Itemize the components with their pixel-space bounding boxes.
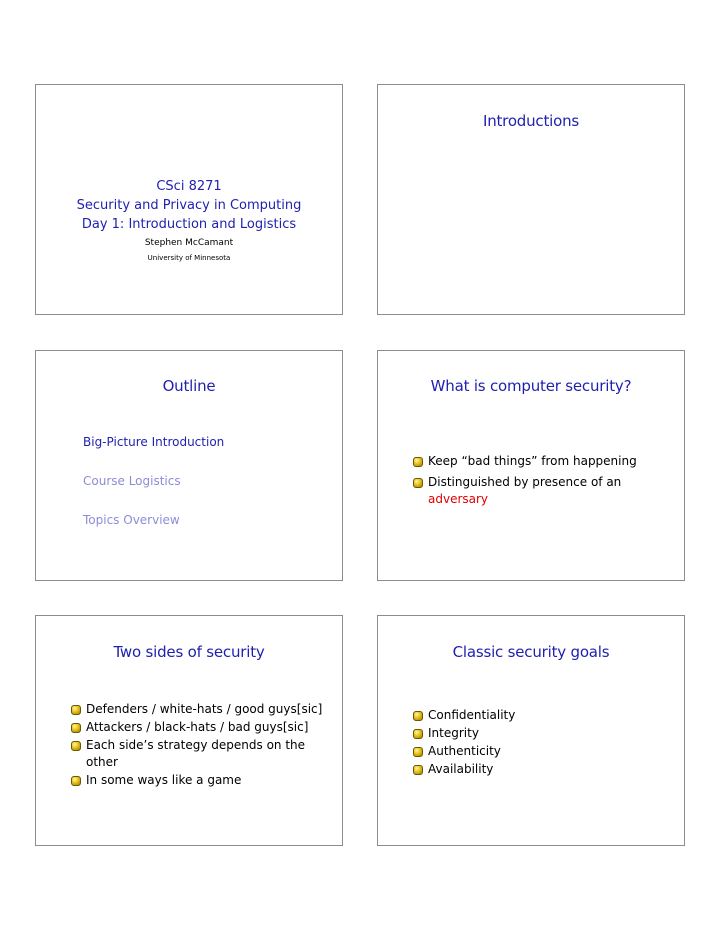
gold-bullet-icon: [71, 705, 81, 715]
bullet-item: Distinguished by presence of an adversary: [413, 474, 637, 508]
bullet-item: Availability: [413, 761, 515, 778]
gold-bullet-icon: [413, 765, 423, 775]
bullet-item: Integrity: [413, 725, 515, 742]
gold-bullet-icon: [413, 747, 423, 757]
outline-item-logistics: Course Logistics: [83, 474, 181, 488]
bullet-item: Confidentiality: [413, 707, 515, 724]
slide-heading: Two sides of security: [113, 643, 265, 661]
title-block: [36, 177, 342, 262]
slide-heading: Introductions: [482, 112, 580, 130]
slide-outline: [35, 350, 343, 581]
bullet-list: [413, 707, 515, 779]
slide-title: [35, 84, 343, 315]
course-name: Security and Privacy in Computing: [76, 198, 302, 213]
highlighted-term: adversary: [428, 492, 489, 506]
bullet-list: [71, 701, 322, 790]
course-number: CSci 8271: [156, 179, 222, 194]
slide-introductions: [377, 84, 685, 315]
bullet-item: Keep “bad things” from happening: [413, 453, 637, 470]
gold-bullet-icon: [413, 729, 423, 739]
gold-bullet-icon: [71, 741, 81, 751]
bullet-item: Authenticity: [413, 743, 515, 760]
gold-bullet-icon: [71, 723, 81, 733]
gold-bullet-icon: [413, 457, 423, 467]
outline-item-topics: Topics Overview: [83, 513, 180, 527]
slide-heading: Classic security goals: [452, 643, 610, 661]
lecture-title: Day 1: Introduction and Logistics: [81, 217, 297, 232]
slide-heading: Outline: [162, 377, 216, 395]
slide-security-goals: [377, 615, 685, 846]
bullet-list: [413, 453, 637, 512]
bullet-item: Each side’s strategy depends on the other: [71, 737, 322, 771]
bullet-item: Attackers / black-hats / bad guys[sic]: [71, 719, 322, 736]
bullet-item: Defenders / white-hats / good guys[sic]: [71, 701, 322, 718]
slide-two-sides: [35, 615, 343, 846]
institution: University of Minnesota: [147, 254, 231, 262]
author-name: Stephen McCamant: [144, 238, 234, 248]
gold-bullet-icon: [413, 711, 423, 721]
gold-bullet-icon: [71, 776, 81, 786]
slide-what-is-security: [377, 350, 685, 581]
bullet-item: In some ways like a game: [71, 772, 322, 789]
outline-item-big-picture: Big-Picture Introduction: [83, 435, 225, 449]
slide-heading: What is computer security?: [430, 377, 632, 395]
gold-bullet-icon: [413, 478, 423, 488]
